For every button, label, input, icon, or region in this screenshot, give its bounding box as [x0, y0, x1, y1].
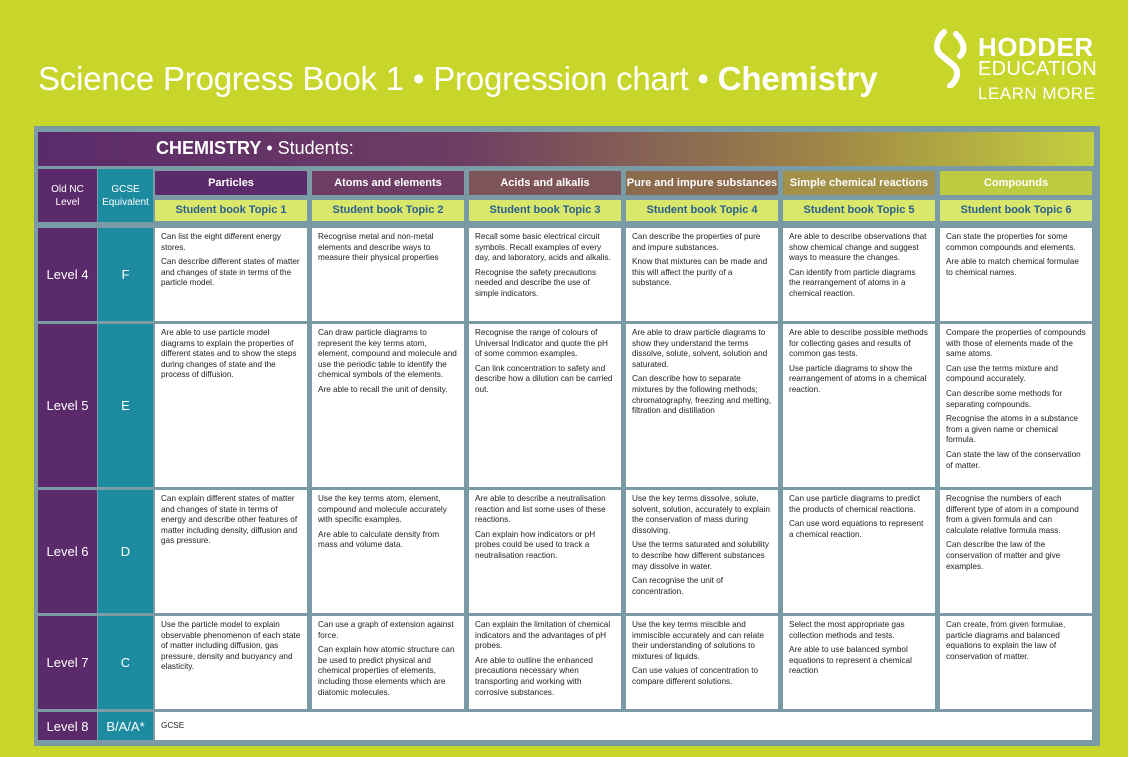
topic-book-ref: Student book Topic 6	[940, 200, 1092, 221]
topic-header: Particles	[155, 171, 307, 195]
outcome-text: Can state the law of the conservation of matter.	[946, 449, 1081, 470]
outcome-cell	[155, 324, 307, 487]
outcome-text: Recognise the range of colours of Universal Indicator and quote the pH of some common examples.	[475, 328, 608, 359]
outcome-cell	[155, 616, 307, 709]
outcome-text: Recognise the atoms in a substance from a given name or chemical formula.	[946, 414, 1078, 445]
logo-line-education: EDUCATION	[978, 58, 1097, 80]
outcome-text: Can describe how to separate mixtures by the following methods; chromatography, freezing and melting, filtration and distillation	[632, 374, 772, 416]
outcome-cell	[626, 324, 778, 487]
outcome-text: Can list the eight different energy stores.	[161, 232, 282, 252]
outcome-text: Are able to use balanced symbol equations to represent a chemical reaction	[789, 645, 912, 676]
outcome-text: Use the terms saturated and solubility to describe how different substances may dissolve in water.	[632, 540, 769, 571]
band-students: • Students:	[261, 138, 354, 158]
outcome-text: Are able to calculate density from mass and volume data.	[318, 529, 440, 550]
topic-header: Pure and impure substances	[626, 171, 778, 195]
outcome-text: Can explain how indicators or pH probes could be used to track a neutralisation reaction.	[475, 529, 596, 560]
topic-header: Atoms and elements	[312, 171, 464, 195]
col-header-old-nc-line: Level	[55, 196, 80, 208]
outcome-text: Use the key terms atom, element, compound and molecule accurately with specific examples.	[318, 494, 447, 525]
merged-cell: GCSE	[155, 712, 1092, 740]
outcome-cell	[940, 228, 1092, 321]
hodder-logo[interactable]	[930, 28, 1100, 108]
logo-line-hodder: HODDER	[978, 32, 1094, 62]
title-separator: •	[688, 60, 718, 97]
level-label: Level 5	[38, 324, 97, 487]
topic-book-ref: Student book Topic 3	[469, 200, 621, 221]
outcome-text: Are able to match chemical formulae to chemical names.	[946, 257, 1079, 277]
outcome-text: Are able to draw particle diagrams to show they understand the terms dissolve, solute, solvent, solution and saturated.	[632, 328, 768, 369]
col-header-old-nc	[38, 169, 97, 222]
outcome-text: Can explain different states of matter and changes of state in terms of energy and describe other features of matter including density, diffusion and gas pressure.	[161, 494, 298, 546]
outcome-text: Can use a graph of extension against force.	[318, 620, 454, 640]
topic-header: Acids and alkalis	[469, 171, 621, 195]
outcome-text: Can explain how atomic structure can be used to predict physical and chemical properties of elements, including those elements which are diatomic molecules.	[318, 645, 455, 697]
outcome-text: Are able to describe observations that show chemical change and suggest ways to measure the changes.	[789, 232, 927, 263]
level-label: Level 6	[38, 490, 97, 613]
title-subject: Chemistry	[717, 60, 878, 97]
outcome-cell	[312, 490, 464, 613]
col-header-old-nc-line: Old NC	[51, 183, 84, 195]
topic-header: Compounds	[940, 171, 1092, 195]
outcome-text: Use the particle model to explain observable phenomenon of each state of matter including diffusion, gas pressure, density and buoyancy and elasticity.	[161, 620, 301, 672]
progression-table	[34, 126, 1100, 746]
outcome-cell	[155, 490, 307, 613]
title-chart: Progression chart	[433, 60, 689, 97]
outcome-text: Recognise the safety precautions needed and describe the use of simple indicators.	[475, 267, 597, 298]
outcome-cell	[940, 616, 1092, 709]
outcome-text: Use the key terms dissolve, solute, solvent, solution, accurately to explain the conservation of mass during dissolving.	[632, 494, 770, 535]
outcome-text: Can describe the properties of pure and impure substances.	[632, 232, 761, 252]
topic-book-ref: Student book Topic 4	[626, 200, 778, 221]
outcome-text: Can describe some methods for separating compounds.	[946, 388, 1063, 409]
outcome-text: Compare the properties of compounds with those of elements made of the same atoms.	[946, 328, 1086, 359]
gcse-grade: D	[98, 490, 153, 613]
outcome-cell	[469, 616, 621, 709]
outcome-text: Are able to describe a neutralisation reaction and list some uses of these reactions.	[475, 494, 606, 525]
outcome-text: Can use the terms mixture and compound accurately.	[946, 363, 1058, 384]
outcome-text: Know that mixtures can be made and this will affect the purity of a substance.	[632, 257, 768, 288]
outcome-text: Can use particle diagrams to predict the products of chemical reactions.	[789, 494, 921, 514]
outcome-cell	[783, 324, 935, 487]
outcome-cell	[940, 324, 1092, 487]
title-book: Science Progress Book 1	[38, 60, 404, 97]
outcome-text: Can link concentration to safety and describe how a dilution can be carried out.	[475, 363, 613, 394]
outcome-text: Are able to recall the unit of density.	[318, 384, 448, 394]
outcome-cell	[626, 616, 778, 709]
hodder-logo-icon	[930, 28, 974, 88]
topic-book-ref: Student book Topic 1	[155, 200, 307, 221]
outcome-cell	[469, 228, 621, 321]
outcome-text: Can draw particle diagrams to represent the key terms atom, element, compound and molecule and use the periodic table to identify the chemical symbols of the elements.	[318, 328, 457, 380]
outcome-cell	[469, 490, 621, 613]
topic-header: Simple chemical reactions	[783, 171, 935, 195]
outcome-text: Are able to describe possible methods for collecting gases and results of common gas tests.	[789, 328, 928, 359]
outcome-cell	[783, 490, 935, 613]
outcome-text: Are able to use particle model diagrams to explain the properties of different states and to show the steps during changes of state and the process of diffusion.	[161, 328, 297, 380]
band-subject: CHEMISTRY	[156, 138, 262, 158]
gcse-grade: E	[98, 324, 153, 487]
outcome-cell	[312, 616, 464, 709]
outcome-text: Recall some basic electrical circuit symbols. Recall examples of every day, and laboratory, acids and alkalis.	[475, 232, 611, 263]
page-title	[38, 60, 877, 98]
outcome-text: Can recognise the unit of concentration.	[632, 576, 724, 596]
outcome-text: Can use word equations to represent a chemical reaction.	[789, 519, 924, 539]
outcome-text: Can explain the limitation of chemical indicators and the advantages of pH probes.	[475, 620, 611, 651]
outcome-cell	[155, 228, 307, 321]
outcome-text: Recognise the numbers of each different type of atom in a compound from a given formula and can calculate relative formula mass.	[946, 494, 1079, 535]
outcome-text: Use the key terms miscible and immiscible accurately and can relate their understanding of solutions to mixtures of liquids.	[632, 620, 764, 661]
outcome-text: Can describe the law of the conservation of matter and give examples.	[946, 540, 1061, 571]
topic-book-ref: Student book Topic 5	[783, 200, 935, 221]
outcome-text: Can describe different states of matter and changes of state in terms of the particle model.	[161, 257, 300, 288]
outcome-cell	[312, 228, 464, 321]
outcome-cell	[626, 490, 778, 613]
outcome-text: Use particle diagrams to show the rearrangement of atoms in a chemical reaction.	[789, 363, 927, 394]
gcse-grade: F	[98, 228, 153, 321]
outcome-cell	[940, 490, 1092, 613]
logo-line-learn-more: LEARN MORE	[978, 84, 1096, 103]
col-header-gcse-line: GCSE	[111, 183, 140, 195]
level-label: Level 4	[38, 228, 97, 321]
level-label: Level 8	[38, 712, 97, 740]
chemistry-band	[38, 132, 1094, 166]
level-label: Level 7	[38, 616, 97, 709]
outcome-text: Select the most appropriate gas collection methods and tests.	[789, 620, 905, 640]
outcome-text: Can state the properties for some common compounds and elements.	[946, 232, 1076, 252]
title-separator: •	[403, 60, 434, 97]
gcse-grade: B/A/A*	[98, 712, 153, 740]
col-header-gcse-line: Equivalent	[102, 196, 149, 208]
outcome-text: Can create, from given formulae, particle diagrams and balanced equations to explain the law of conservation of matter.	[946, 620, 1066, 661]
col-header-gcse	[98, 169, 153, 222]
topic-book-ref: Student book Topic 2	[312, 200, 464, 221]
outcome-text: Recognise metal and non-metal elements and describe ways to measure their physical properties	[318, 232, 439, 263]
outcome-cell	[783, 228, 935, 321]
outcome-cell	[469, 324, 621, 487]
outcome-cell	[783, 616, 935, 709]
outcome-text: Are able to outline the enhanced precautions necessary when transporting and working with corrosive substances.	[475, 655, 593, 697]
outcome-cell	[626, 228, 778, 321]
outcome-text: Can use values of concentration to compare different solutions.	[632, 666, 759, 686]
outcome-text: Can identify from particle diagrams the rearrangement of atoms in a chemical reaction.	[789, 267, 916, 298]
gcse-grade: C	[98, 616, 153, 709]
outcome-cell	[312, 324, 464, 487]
